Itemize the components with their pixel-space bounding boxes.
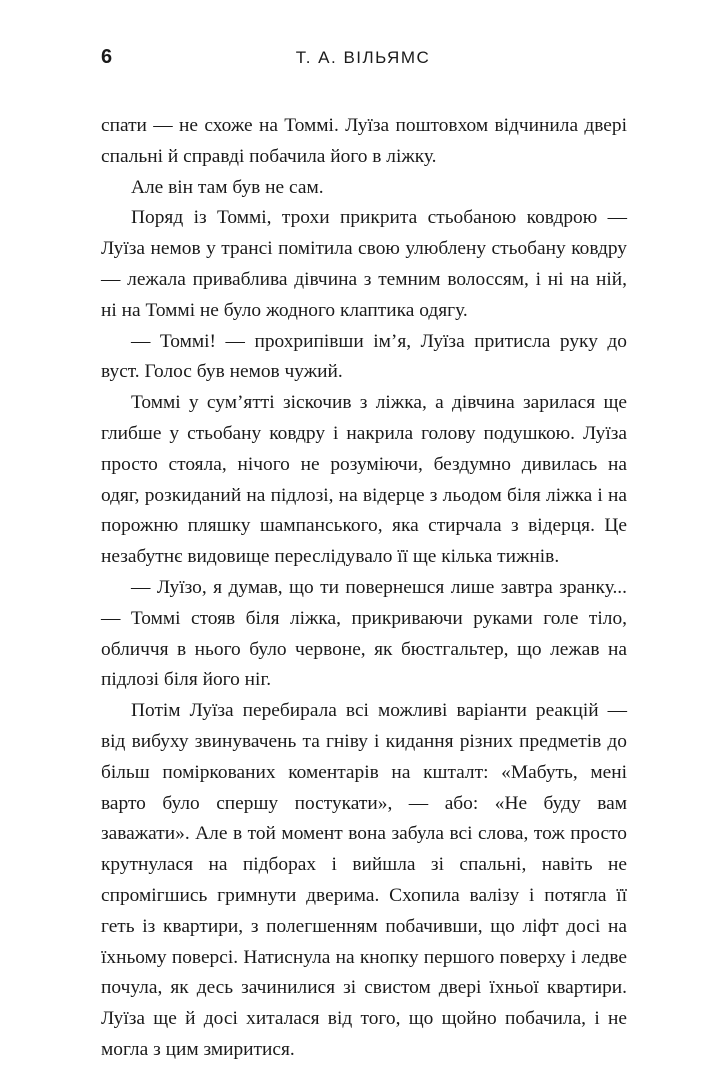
paragraph: Потім Луїза перебирала всі можливі варіанти реакцій — від вибуху звинувачень та гніву і кидання різних предметів до більш поміркованих коментарів на кшталт: «Мабуть, мені варто було спершу постукати», — або: «Не буду вам заважати». Але в той момент вона забула всі слова, тож просто крутнулася на підборах і вийшла зі спальні, навіть не спромігшись гримнути дверима. Схопила валізу і потягла її геть із квартири, з полегшенням побачивши, що ліфт досі на їхньому поверсі. Натиснула на кнопку першого поверху і ледве почула, як десь зачинилися зі свистом двері їхньої квартири. Луїза ще й досі хиталася від того, що щойно побачила, і не могла з цим змиритися. (101, 700, 627, 1060)
paragraph: Томмі у сум’ятті зіскочив з ліжка, а дівчина зарилася ще глибше у стьобану ковдру і накрила голову подушкою. Луїза просто стояла, нічого не розуміючи, бездумно дивилась на одяг, розкиданий на підлозі, на відерце з льодом біля ліжка і на порожню пляшку шампанського, яка стирчала з відерця. Це незабутнє видовище переслідувало її ще кілька тижнів. (101, 392, 627, 568)
paragraph: спати — не схоже на Томмі. Луїза поштовхом відчинила двері спальні й справді побачила його в ліжку. (101, 115, 627, 167)
paragraph: Але він там був не сам. (131, 176, 324, 198)
running-head: Т. А. ВІЛЬЯМС (295, 48, 431, 67)
paragraph: — Луїзо, я думав, що ти повернешся лише завтра зранку... — Томмі стояв біля ліжка, прикриваючи руками голе тіло, обличчя в нього було червоне, як бюстгальтер, що лежав на підлозі біля його ніг. (101, 576, 627, 691)
paragraph: — Томмі! — прохрипівши ім’я, Луїза притисла руку до вуст. Голос був немов чужий. (101, 330, 627, 383)
page-number: 6 (101, 46, 113, 68)
body-text (101, 111, 627, 1066)
paragraph: Поряд із Томмі, трохи прикрита стьобаною ковдрою — Луїза немов у трансі помітила свою улюблену стьобану ковдру — лежала приваблива дівчина з темним волоссям, і ні на ній, ні на Томмі не було жодного клаптика одягу. (101, 207, 627, 321)
